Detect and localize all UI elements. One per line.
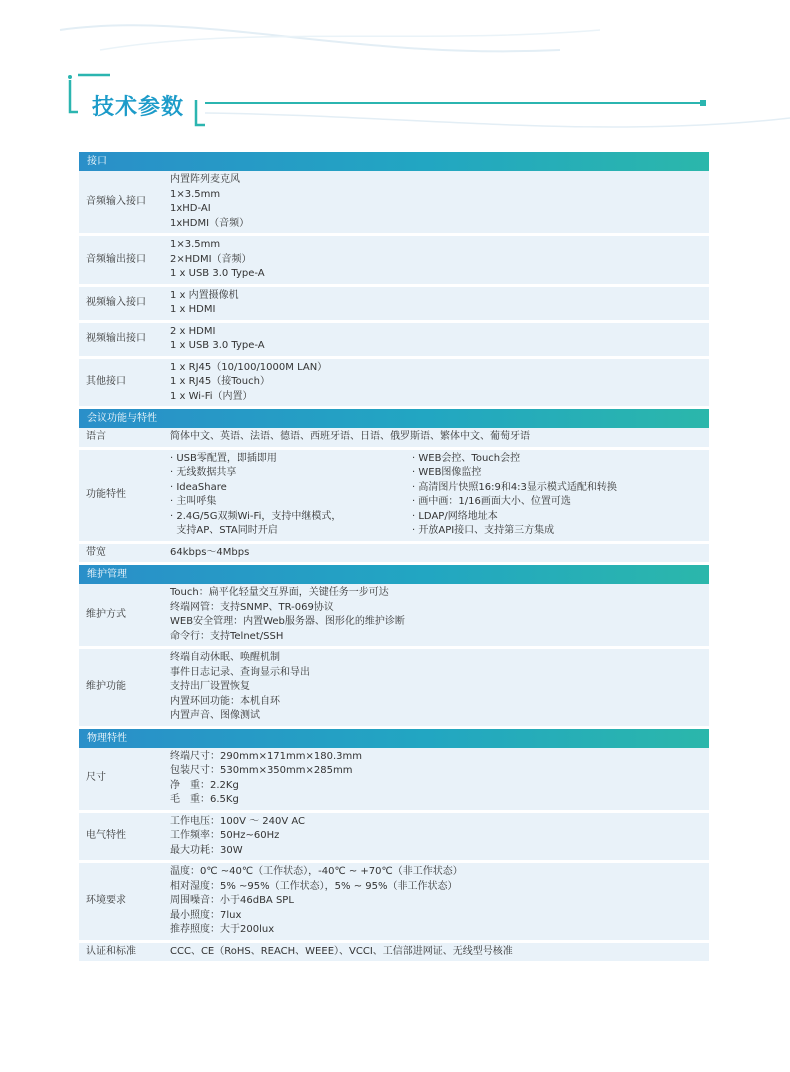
spec-line: 终端网管：支持SNMP、TR-069协议 [170,601,334,613]
spec-line: 1 x RJ45（接Touch） [170,376,270,387]
feature-item: · 高清图片快照16:9和4:3显示模式适配和转换 [412,481,617,493]
spec-line: Touch：扁平化轻量交互界面，关键任务一步可达 [170,587,389,598]
feature-item: · 主叫呼集 [170,496,217,507]
spec-value [170,813,709,861]
spec-value [170,748,709,810]
spec-line: 最小照度：7lux [170,909,242,921]
section-header: 会议功能与特性 [79,409,709,428]
spec-value [170,323,709,356]
spec-value [170,359,709,407]
spec-line: 毛 重：6.5Kg [170,794,239,805]
spec-line: 终端自动休眠、唤醒机制 [170,652,280,663]
feature-columns [170,452,709,539]
page-title: 技术参数 [92,95,185,120]
spec-value [170,428,709,447]
spec-row [79,584,709,649]
spec-line: 内置声音、图像测试 [170,710,260,721]
spec-value [170,649,709,726]
spec-line: 周围噪音：小于46dBA SPL [170,895,294,906]
spec-line: CCC、CE（RoHS、REACH、WEEE）、VCCI、工信部进网证、无线型号核准 [170,945,513,957]
spec-line: 内置环回功能：本机自环 [170,695,280,707]
spec-value [170,943,709,962]
feature-column [170,452,412,539]
spec-value [170,584,709,646]
spec-line: 简体中文、英语、法语、德语、西班牙语、日语、俄罗斯语、繁体中文、葡萄牙语 [170,431,530,442]
spec-row [79,748,709,813]
spec-value [170,236,709,284]
decorative-curves [0,0,790,150]
spec-row [79,287,709,323]
spec-value [170,450,709,541]
spec-row [79,649,709,729]
spec-line: 2 x HDMI [170,325,216,337]
spec-label: 环境要求 [86,895,126,906]
feature-item: · 无线数据共享 [170,467,237,478]
feature-item: · WEB会控、Touch会控 [412,452,521,464]
spec-value [170,863,709,940]
spec-line: 最大功耗：30W [170,844,243,856]
spec-row [79,236,709,287]
feature-item: · 开放API接口、支持第三方集成 [412,525,555,536]
feature-item: · WEB图像监控 [412,467,482,478]
spec-line: 事件日志记录、查询显示和导出 [170,666,310,678]
spec-label: 语言 [86,431,106,442]
spec-line: 相对湿度：5% ~95%（工作状态），5% ~ 95%（非工作状态） [170,880,458,892]
spec-label: 音频输入接口 [86,195,146,207]
spec-value [170,287,709,320]
spec-line: 工作频率：50Hz~60Hz [170,830,280,841]
spec-line: 64kbps～4Mbps [170,546,250,558]
spec-value [170,544,709,563]
spec-line: 1 x Wi-Fi（内置） [170,390,253,402]
spec-label: 电气特性 [86,830,126,841]
spec-label: 视频输出接口 [86,332,146,344]
feature-column [412,452,709,539]
feature-item: · 画中画：1/16画面大小、位置可选 [412,496,571,507]
spec-line: 2×HDMI（音频） [170,253,252,265]
spec-label: 音频输出接口 [86,253,146,265]
feature-item: · IdeaShare [170,481,227,493]
spec-row [79,450,709,544]
spec-line: 命令行：支持Telnet/SSH [170,630,284,642]
spec-row [79,171,709,236]
spec-row [79,428,709,450]
section-header: 接口 [79,152,709,171]
spec-label: 其他接口 [86,376,126,387]
spec-line: 净 重：2.2Kg [170,779,239,791]
spec-row [79,359,709,410]
feature-item: · USB零配置，即插即用 [170,452,277,464]
spec-label: 尺寸 [86,772,106,784]
spec-row [79,323,709,359]
feature-item: · 2.4G/5G双频Wi-Fi，支持中继模式， [170,510,342,522]
spec-row [79,863,709,943]
spec-value [170,171,709,233]
spec-line: 终端尺寸：290mm×171mm×180.3mm [170,750,363,762]
spec-line: 1×3.5mm [170,239,221,250]
spec-label: 维护方式 [86,608,126,620]
spec-row [79,943,709,965]
spec-line: 1×3.5mm [170,188,221,200]
spec-line: 内置阵列麦克风 [170,174,240,185]
spec-table [79,152,709,964]
spec-label: 维护功能 [86,681,126,692]
spec-row [79,813,709,864]
feature-item: 支持AP、STA同时开启 [170,525,278,536]
spec-label: 功能特性 [86,488,126,500]
spec-line: 1 x HDMI [170,304,216,315]
spec-line: 推荐照度：大于200lux [170,924,275,935]
spec-line: 1 x USB 3.0 Type-A [170,268,265,279]
spec-line: 1xHD-AI [170,203,211,214]
section-header: 物理特性 [79,729,709,748]
spec-line: 1xHDMI（音频） [170,217,250,229]
spec-line: 1 x USB 3.0 Type-A [170,340,265,351]
spec-line: 支持出厂设置恢复 [170,681,250,692]
section-header: 维护管理 [79,565,709,584]
spec-line: 温度：0℃ ~40℃（工作状态），-40℃ ~ +70℃（非工作状态） [170,866,463,877]
spec-line: 包装尺寸：530mm×350mm×285mm [170,765,353,776]
feature-item: · LDAP/网络地址本 [412,510,498,522]
spec-line: 1 x RJ45（10/100/1000M LAN） [170,361,328,373]
spec-label: 视频输入接口 [86,296,146,308]
spec-label: 带宽 [86,546,106,558]
spec-line: WEB安全管理：内置Web服务器、图形化的维护诊断 [170,616,405,627]
spec-line: 工作电压：100V ～ 240V AC [170,815,306,827]
spec-row [79,544,709,566]
spec-label: 认证和标准 [86,945,136,957]
spec-line: 1 x 内置摄像机 [170,289,239,301]
